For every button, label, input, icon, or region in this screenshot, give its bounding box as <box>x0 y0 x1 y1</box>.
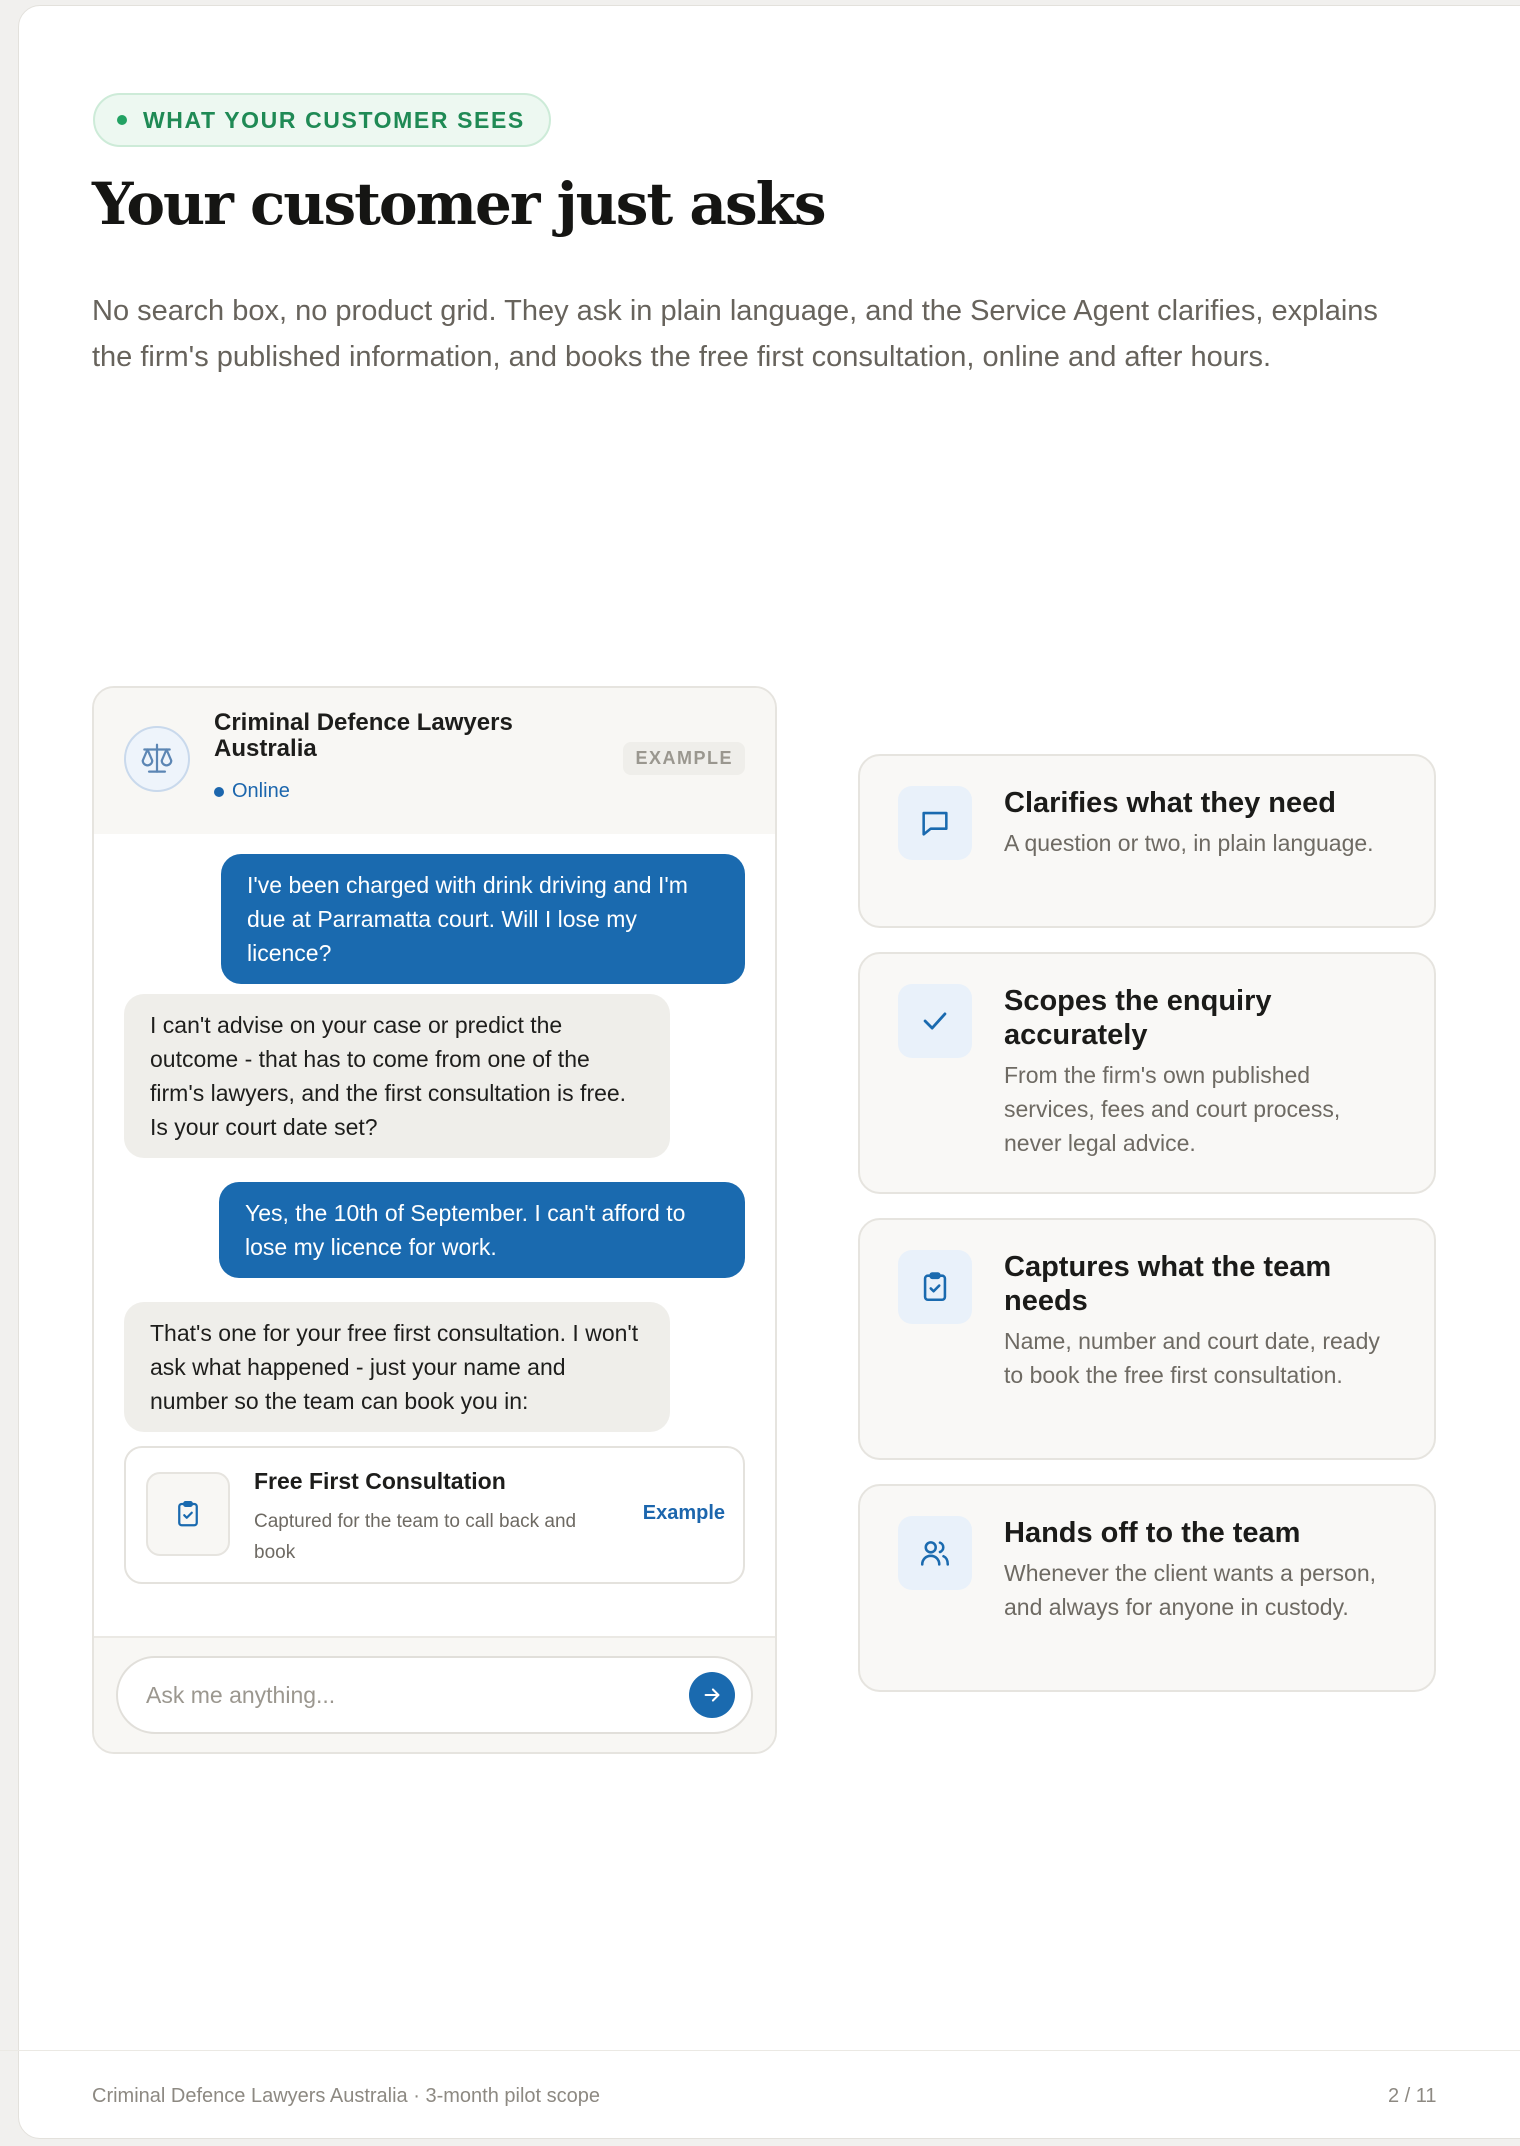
feature-card-scopes <box>858 952 1436 1194</box>
feature-title: Captures what the team needs <box>1004 1251 1332 1317</box>
footer-divider <box>0 2050 1520 2051</box>
clipboard-check-icon <box>146 1472 230 1556</box>
consultation-card-subtitle: Captured for the team to call back and book <box>254 1511 577 1563</box>
feature-description: Name, number and court date, ready to book the free first consultation. <box>1004 1328 1380 1388</box>
feature-title: Scopes the enquiry accurately <box>1004 985 1272 1051</box>
chat-messages <box>94 834 775 1636</box>
consultation-example-link[interactable]: Example <box>642 1502 725 1524</box>
feature-card-captures <box>858 1218 1436 1460</box>
feature-description: A question or two, in plain language. <box>1004 830 1374 856</box>
scales-of-justice-icon <box>124 726 190 792</box>
arrow-right-icon <box>701 1684 723 1706</box>
page-lede: No search box, no product grid. They ask in plain language, and the Service Agent clarifies, explains the firm's published information, and books the free first consultation, online and after hours. <box>92 295 1378 373</box>
chat-bubble-icon <box>898 786 972 860</box>
consultation-card-title: Free First Consultation <box>254 1468 506 1494</box>
feature-description: From the firm's own published services, fees and court process, never legal advice. <box>1004 1062 1341 1156</box>
feature-description: Whenever the client wants a person, and always for anyone in custody. <box>1004 1560 1377 1620</box>
user-message: Yes, the 10th of September. I can't afford to lose my licence for work. <box>219 1182 745 1278</box>
feature-title: Clarifies what they need <box>1004 787 1336 819</box>
footer-caption: Criminal Defence Lawyers Australia · 3-month pilot scope <box>92 2085 600 2107</box>
clipboard-check-icon <box>898 1250 972 1324</box>
feature-card-clarifies <box>858 754 1436 928</box>
chat-input[interactable] <box>144 1681 689 1710</box>
eyebrow-dot-icon <box>117 115 127 125</box>
check-icon <box>898 984 972 1058</box>
send-button[interactable] <box>689 1672 735 1718</box>
eyebrow-badge <box>93 93 551 147</box>
chat-firm-name: Criminal Defence Lawyers Australia <box>214 709 513 762</box>
chat-status <box>214 780 290 803</box>
bot-message: I can't advise on your case or predict the outcome - that has to come from one of the firm's lawyers, and the first consultation is free. Is your court date set? <box>124 994 670 1158</box>
feature-card-hands-off <box>858 1484 1436 1692</box>
users-icon <box>898 1516 972 1590</box>
eyebrow-label: WHAT YOUR CUSTOMER SEES <box>143 106 525 133</box>
chat-footer <box>94 1636 775 1752</box>
page-number: 2 / 11 <box>1388 2085 1437 2107</box>
online-dot-icon <box>214 787 224 797</box>
page-title: Your customer just asks <box>92 170 825 238</box>
feature-title: Hands off to the team <box>1004 1517 1301 1549</box>
chat-widget <box>92 686 777 1754</box>
consultation-card[interactable] <box>124 1446 745 1584</box>
bot-message: That's one for your free first consultation. I won't ask what happened - just your name and number so the team can book you in: <box>124 1302 670 1432</box>
chat-input-box <box>116 1656 753 1734</box>
example-tag: EXAMPLE <box>623 742 745 775</box>
user-message: I've been charged with drink driving and I'm due at Parramatta court. Will I lose my licence? <box>221 854 745 984</box>
chat-header <box>94 688 775 836</box>
chat-status-label: Online <box>232 780 290 802</box>
